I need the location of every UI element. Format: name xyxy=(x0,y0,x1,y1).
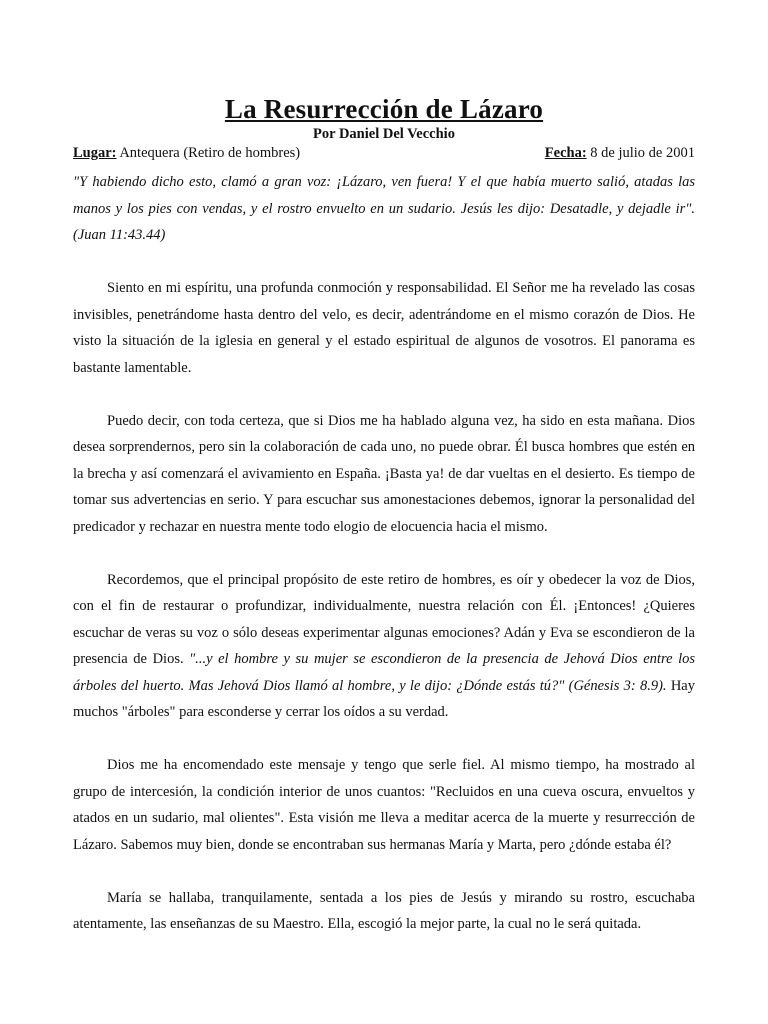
document-page xyxy=(73,0,695,938)
place-label: Lugar: xyxy=(73,145,117,161)
epigraph-quote: "Y habiendo dicho esto, clamó a gran voz: ¡Lázaro, ven fuera! Y el que había muerto salió, atadas las manos y los pies con vendas, y el rostro envuelto en un sudario. Jesús les dijo: Desatadle, y dejadle ir". (Juan 11:43.44) xyxy=(73,174,695,243)
paragraph-3-text-a: Recordemos, que el principal propósito de este retiro de hombres, es oír y obedecer la voz de Dios, con el fin de restaurar o profundizar, individualmente, nuestra relación con Él. ¡Entonces! ¿Quieres escuchar de veras su voz o sólo deseas experimentar algunas emociones? Adán y Eva se escondieron de la presencia de Dios. xyxy=(73,571,695,667)
paragraph-3 xyxy=(73,567,695,726)
genesis-quote: "...y el hombre y su mujer se escondieron de la presencia de Jehová Dios entre los árboles del huerto. Mas Jehová Dios llamó al hombre, y le dijo: ¿Dónde estás tú?" (Génesis 3: 8.9). xyxy=(73,651,695,694)
paragraph-5: María se hallaba, tranquilamente, sentada a los pies de Jesús y mirando su rostro, escuchaba atentamente, las enseñanzas de su Maestro. Ella, escogió la mejor parte, la cual no le será quitada. xyxy=(73,889,695,932)
document-title: La Resurrección de Lázaro xyxy=(224,94,544,124)
place-info xyxy=(73,143,300,163)
place-value: Antequera (Retiro de hombres) xyxy=(116,145,301,161)
date-info xyxy=(545,143,695,163)
paragraph-3-text-b: Hay muchos "árboles" para esconderse y cerrar los oídos a su verdad. xyxy=(73,677,695,720)
meta-row xyxy=(73,143,695,163)
date-value: 8 de julio de 2001 xyxy=(586,145,695,161)
date-label: Fecha: xyxy=(544,145,587,161)
paragraph-2: Puedo decir, con toda certeza, que si Dios me ha hablado alguna vez, ha sido en esta mañana. Dios desea sorprendernos, pero sin la colaboración de cada uno, no puede obrar. Él busca hombres que estén en la brecha y así comenzará el avivamiento en España. ¡Basta ya! de dar vueltas en el desierto. Es tiempo de tomar sus advertencias en serio. Y para escuchar sus amonestaciones debemos, ignorar la personalidad del predicador y rechazar en nuestra mente todo elogio de elocuencia hacia el mismo. xyxy=(73,412,695,535)
author-byline: Por Daniel Del Vecchio xyxy=(313,126,455,142)
paragraph-1: Siento en mi espíritu, una profunda conmoción y responsabilidad. El Señor me ha revelado las cosas invisibles, penetrándome hasta dentro del velo, es decir, adentrándome en el mismo corazón de Dios. He visto la situación de la iglesia en general y el estado espiritual de algunos de vosotros. El panorama es bastante lamentable. xyxy=(73,280,695,376)
paragraph-4: Dios me ha encomendado este mensaje y tengo que serle fiel. Al mismo tiempo, ha mostrado al grupo de intercesión, la condición interior de unos cuantos: "Recluidos en una cueva oscura, envueltos y atados en un sudario, mal olientes". Esta visión me lleva a meditar acerca de la muerte y resurrección de Lázaro. Sabemos muy bien, donde se encontraban sus hermanas María y Marta, pero ¿dónde estaba él? xyxy=(73,757,695,853)
